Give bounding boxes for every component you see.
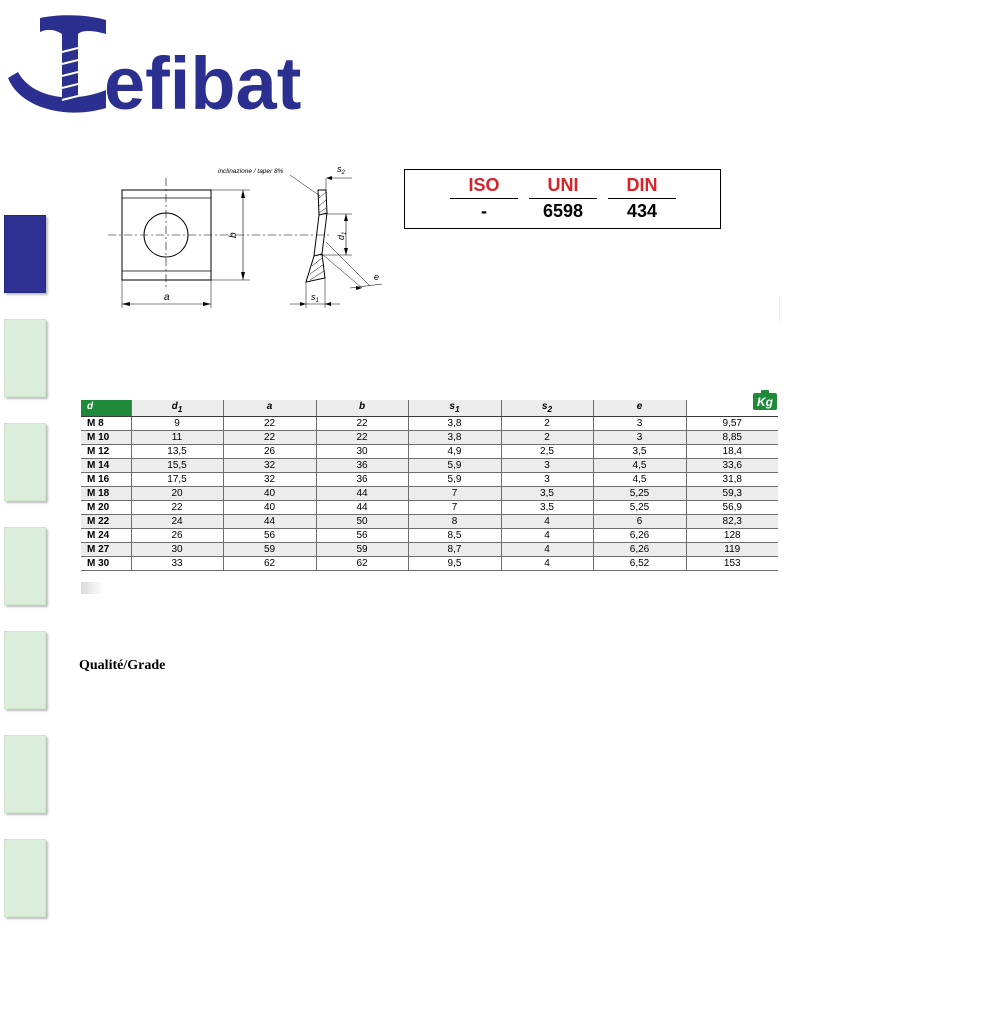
washer-drawing xyxy=(100,158,400,318)
table-cell: 3 xyxy=(501,473,593,487)
col-header-d: d xyxy=(81,400,131,417)
brand-name: efibat xyxy=(104,42,302,125)
table-cell: 2,5 xyxy=(501,445,593,459)
standard-iso xyxy=(450,174,518,223)
table-cell: 59,3 xyxy=(686,487,778,501)
table-body xyxy=(81,417,778,571)
standard-uni-label: UNI xyxy=(529,174,597,199)
table-cell: 40 xyxy=(223,501,316,515)
table-cell: 36 xyxy=(316,459,408,473)
table-cell: 44 xyxy=(316,487,408,501)
table-cell: 5,9 xyxy=(408,473,501,487)
table-cell: 40 xyxy=(223,487,316,501)
table-cell: 9,57 xyxy=(686,417,778,431)
table-cell: 44 xyxy=(316,501,408,515)
table-cell: 119 xyxy=(686,543,778,557)
weight-kg-icon xyxy=(752,390,778,410)
standard-din xyxy=(608,174,676,223)
table-cell: 59 xyxy=(316,543,408,557)
row-size-cell: M 27 xyxy=(81,543,131,557)
table-cell: 4 xyxy=(501,529,593,543)
side-tab-5[interactable] xyxy=(4,631,46,709)
table-cell: 5,25 xyxy=(593,501,686,515)
standard-iso-label: ISO xyxy=(450,174,518,199)
table-cell: 15,5 xyxy=(131,459,223,473)
standard-iso-value: - xyxy=(481,201,487,221)
table-cell: 30 xyxy=(131,543,223,557)
table-cell: 33 xyxy=(131,557,223,571)
table-cell: 18,4 xyxy=(686,445,778,459)
dim-s1-label: $s_1$ xyxy=(311,292,319,304)
table-cell: 62 xyxy=(316,557,408,571)
table-cell: 13,5 xyxy=(131,445,223,459)
dim-a-label: a xyxy=(164,292,170,303)
table-cell: 26 xyxy=(223,445,316,459)
table-cell: 4,5 xyxy=(593,459,686,473)
table-row xyxy=(81,529,778,543)
table-cell: 6 xyxy=(593,515,686,529)
table-row xyxy=(81,557,778,571)
row-size-cell: M 24 xyxy=(81,529,131,543)
taper-note: inclinazione / taper 8% xyxy=(218,168,284,175)
table-cell: 56 xyxy=(223,529,316,543)
table-row xyxy=(81,501,778,515)
table-row xyxy=(81,515,778,529)
table-cell: 30 xyxy=(316,445,408,459)
table-cell: 50 xyxy=(316,515,408,529)
side-tab-1[interactable] xyxy=(4,215,46,293)
table-cell: 128 xyxy=(686,529,778,543)
table-cell: 4 xyxy=(501,515,593,529)
row-size-cell: M 8 xyxy=(81,417,131,431)
grade-heading: Qualité/Grade xyxy=(79,658,166,673)
table-cell: 4,9 xyxy=(408,445,501,459)
divider xyxy=(779,296,780,322)
standards-box xyxy=(404,169,721,229)
table-cell: 33,6 xyxy=(686,459,778,473)
dim-b-label: b xyxy=(228,232,239,238)
table-cell: 5,9 xyxy=(408,459,501,473)
table-shadow xyxy=(81,582,103,594)
standard-uni xyxy=(529,174,597,223)
side-tab-3[interactable] xyxy=(4,423,46,501)
dim-e-label: e xyxy=(374,272,380,282)
table-cell: 3,8 xyxy=(408,431,501,445)
table-cell: 3 xyxy=(593,417,686,431)
table-cell: 8,7 xyxy=(408,543,501,557)
table-cell: 17,5 xyxy=(131,473,223,487)
spec-table xyxy=(81,395,778,571)
standard-uni-value: 6598 xyxy=(542,201,584,221)
table-cell: 3 xyxy=(501,459,593,473)
table-cell: 24 xyxy=(131,515,223,529)
standard-din-value: 434 xyxy=(626,201,658,221)
table-cell: 5,25 xyxy=(593,487,686,501)
dim-s2-label: $s_2$ xyxy=(337,164,345,176)
side-tab-2[interactable] xyxy=(4,319,46,397)
table-cell: 2 xyxy=(501,417,593,431)
table-cell: 3,5 xyxy=(501,501,593,515)
table-cell: 8 xyxy=(408,515,501,529)
screw-logo-icon xyxy=(6,12,116,122)
col-header-a: a xyxy=(223,400,316,417)
table-header-row xyxy=(81,400,778,417)
table-cell: 56 xyxy=(316,529,408,543)
table-cell: 20 xyxy=(131,487,223,501)
row-size-cell: M 30 xyxy=(81,557,131,571)
table-row xyxy=(81,431,778,445)
table-cell: 4 xyxy=(501,543,593,557)
dim-d1-label: $d_1$ xyxy=(336,231,348,240)
table-cell: 7 xyxy=(408,501,501,515)
col-header-s1: $s_1$ xyxy=(408,400,501,417)
table-cell: 36 xyxy=(316,473,408,487)
spec-table-container xyxy=(81,395,778,571)
table-row xyxy=(81,445,778,459)
table-cell: 3 xyxy=(593,431,686,445)
row-size-cell: M 20 xyxy=(81,501,131,515)
col-header-s2: $s_2$ xyxy=(501,400,593,417)
standard-din-label: DIN xyxy=(608,174,676,199)
table-cell: 32 xyxy=(223,473,316,487)
table-cell: 4 xyxy=(501,557,593,571)
table-cell: 4,5 xyxy=(593,473,686,487)
table-cell: 44 xyxy=(223,515,316,529)
table-cell: 9 xyxy=(131,417,223,431)
table-cell: 3,5 xyxy=(501,487,593,501)
col-header-b: b xyxy=(316,400,408,417)
table-cell: 22 xyxy=(316,431,408,445)
table-cell: 6,26 xyxy=(593,543,686,557)
table-cell: 9,5 xyxy=(408,557,501,571)
table-row xyxy=(81,473,778,487)
side-tab-6[interactable] xyxy=(4,735,46,813)
table-cell: 22 xyxy=(223,417,316,431)
table-cell: 22 xyxy=(223,431,316,445)
table-cell: 22 xyxy=(131,501,223,515)
row-size-cell: M 16 xyxy=(81,473,131,487)
table-cell: 2 xyxy=(501,431,593,445)
table-cell: 11 xyxy=(131,431,223,445)
table-cell: 8,85 xyxy=(686,431,778,445)
table-cell: 32 xyxy=(223,459,316,473)
row-size-cell: M 10 xyxy=(81,431,131,445)
side-tab-4[interactable] xyxy=(4,527,46,605)
table-cell: 6,52 xyxy=(593,557,686,571)
table-cell: 153 xyxy=(686,557,778,571)
table-cell: 59 xyxy=(223,543,316,557)
table-row xyxy=(81,459,778,473)
table-cell: 56,9 xyxy=(686,501,778,515)
row-size-cell: M 14 xyxy=(81,459,131,473)
row-size-cell: M 22 xyxy=(81,515,131,529)
side-tab-7[interactable] xyxy=(4,839,46,917)
brand-logo[interactable] xyxy=(6,12,326,125)
table-row xyxy=(81,417,778,431)
table-cell: 3,8 xyxy=(408,417,501,431)
table-row xyxy=(81,543,778,557)
col-header-d1: $d_1$ xyxy=(131,400,223,417)
table-cell: 6,26 xyxy=(593,529,686,543)
col-header-weight xyxy=(686,395,778,417)
table-row xyxy=(81,487,778,501)
col-header-e: e xyxy=(593,400,686,417)
table-cell: 82,3 xyxy=(686,515,778,529)
table-cell: 3,5 xyxy=(593,445,686,459)
row-size-cell: M 12 xyxy=(81,445,131,459)
table-cell: 8,5 xyxy=(408,529,501,543)
row-size-cell: M 18 xyxy=(81,487,131,501)
table-cell: 31,8 xyxy=(686,473,778,487)
weight-kg-label: Kg xyxy=(757,395,773,409)
table-cell: 62 xyxy=(223,557,316,571)
table-cell: 26 xyxy=(131,529,223,543)
table-cell: 7 xyxy=(408,487,501,501)
table-cell: 22 xyxy=(316,417,408,431)
